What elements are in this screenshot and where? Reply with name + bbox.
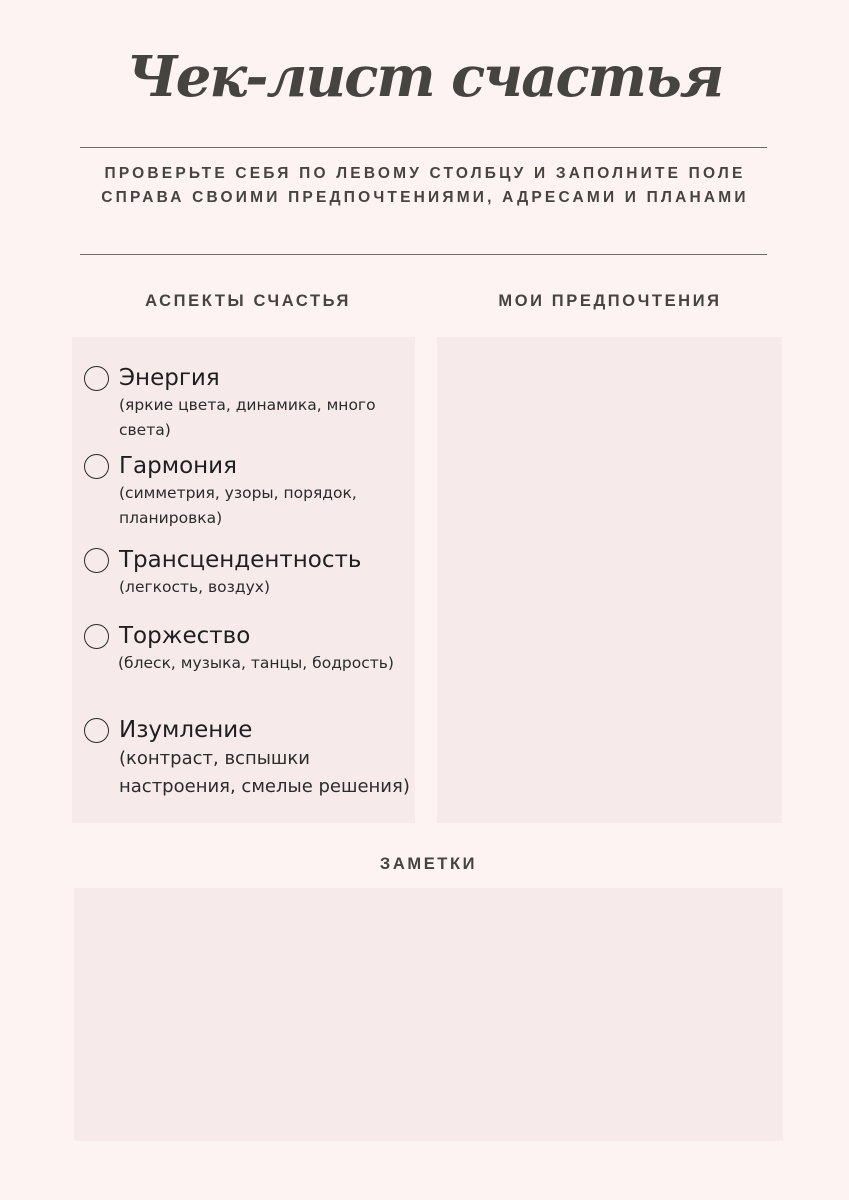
transcendence-checkbox-circle-icon[interactable] bbox=[84, 548, 109, 573]
preferences-field[interactable] bbox=[437, 337, 782, 823]
aspects-column-heading: АСПЕКТЫ СЧАСТЬЯ bbox=[145, 292, 351, 310]
harmony-checkbox-circle-icon[interactable] bbox=[84, 454, 109, 479]
page-title: Чек-лист счастья bbox=[126, 44, 723, 110]
bottom-divider bbox=[80, 254, 767, 255]
aspect-title: Торжество bbox=[119, 623, 251, 649]
top-divider bbox=[80, 147, 767, 148]
aspect-description: (легкость, воздух) bbox=[119, 578, 270, 596]
aspect-description: (блеск, музыка, танцы, бодрость) bbox=[118, 654, 394, 672]
aspect-title: Энергия bbox=[119, 365, 220, 391]
preferences-column-heading: МОИ ПРЕДПОЧТЕНИЯ bbox=[498, 292, 722, 310]
celebration-checkbox-circle-icon[interactable] bbox=[84, 624, 109, 649]
aspect-description: (яркие цвета, динамика, много света) bbox=[119, 396, 376, 439]
amazement-checkbox-circle-icon[interactable] bbox=[84, 718, 109, 743]
aspect-description: (симметрия, узоры, порядок, планировка) bbox=[119, 484, 357, 527]
aspect-title: Изумление bbox=[119, 717, 253, 743]
aspect-title: Трансцендентность bbox=[119, 547, 362, 573]
aspect-description: (контраст, вспышки настроения, смелые решения) bbox=[119, 748, 410, 797]
notes-heading: ЗАМЕТКИ bbox=[379, 855, 478, 873]
instructions-text: ПРОВЕРЬТЕ СЕБЯ ПО ЛЕВОМУ СТОЛБЦУ И ЗАПОЛНИТЕ ПОЛЕ СПРАВА СВОИМИ ПРЕДПОЧТЕНИЯМИ, АДРЕСАМИ И ПЛАНАМИ bbox=[101, 165, 749, 206]
notes-field[interactable] bbox=[74, 888, 783, 1141]
aspect-title: Гармония bbox=[119, 453, 237, 479]
energy-checkbox-circle-icon[interactable] bbox=[84, 366, 109, 391]
